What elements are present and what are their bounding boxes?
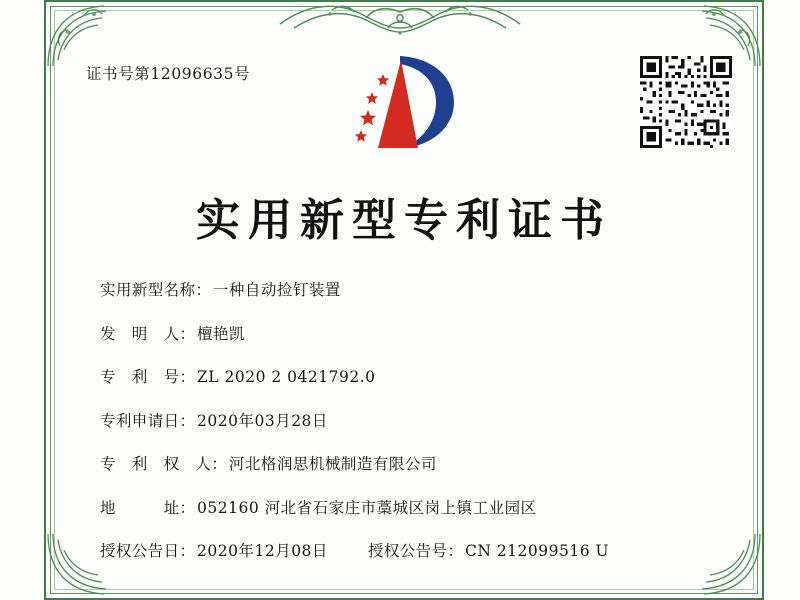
top-flourish-ornament	[270, 0, 530, 42]
field-row-inventor	[100, 322, 710, 344]
field-value-grant-date: 2020年12月08日	[197, 542, 328, 560]
field-colon: ：	[179, 498, 196, 517]
field-list	[100, 278, 710, 583]
field-label-patentee: 专 利 权 人	[100, 455, 212, 473]
field-colon: ：	[447, 542, 463, 560]
field-label-application-date: 专利申请日	[100, 411, 180, 430]
field-row-utility-model-name	[100, 278, 710, 300]
field-label-address: 地 址	[100, 498, 180, 517]
field-label-grant-date: 授权公告日	[100, 542, 180, 560]
field-row-address	[100, 496, 710, 518]
grant-announcement-number-group	[368, 539, 609, 561]
certificate-number: 证书号第12096635号	[86, 65, 251, 83]
field-colon: ：	[195, 281, 211, 299]
qr-code	[640, 56, 732, 148]
field-value-patentee: 河北格润思机械制造有限公司	[228, 455, 437, 473]
field-colon: ：	[179, 324, 196, 343]
field-value-grant-number: CN 212099516 U	[464, 542, 610, 560]
field-label-patent-number: 专 利 号	[100, 368, 180, 386]
field-value-patent-number: ZL 2020 2 0421792.0	[197, 368, 376, 386]
field-value-address: 052160 河北省石家庄市藁城区岗上镇工业园区	[197, 498, 537, 517]
field-value-inventor: 檀艳凯	[197, 324, 246, 343]
field-colon: ：	[179, 368, 196, 386]
field-row-patent-number	[100, 365, 710, 387]
cnipa-emblem-icon	[330, 48, 470, 160]
field-row-patentee	[100, 452, 710, 474]
field-label-inventor: 发 明 人	[100, 324, 180, 343]
field-value-application-date: 2020年03月28日	[197, 411, 328, 430]
field-label-grant-number: 授权公告号	[367, 542, 448, 560]
field-label-utility-model-name: 实用新型名称	[100, 281, 196, 299]
field-colon: ：	[179, 411, 196, 430]
field-value-utility-model-name: 一种自动捡钉装置	[212, 281, 341, 299]
page-title: 实用新型专利证书	[196, 195, 612, 246]
field-row-grant-announcement	[100, 539, 710, 561]
field-row-application-date	[100, 409, 710, 431]
field-colon: ：	[179, 542, 196, 560]
corner-ornament-top-left	[44, 0, 134, 70]
field-colon: ：	[211, 455, 227, 473]
